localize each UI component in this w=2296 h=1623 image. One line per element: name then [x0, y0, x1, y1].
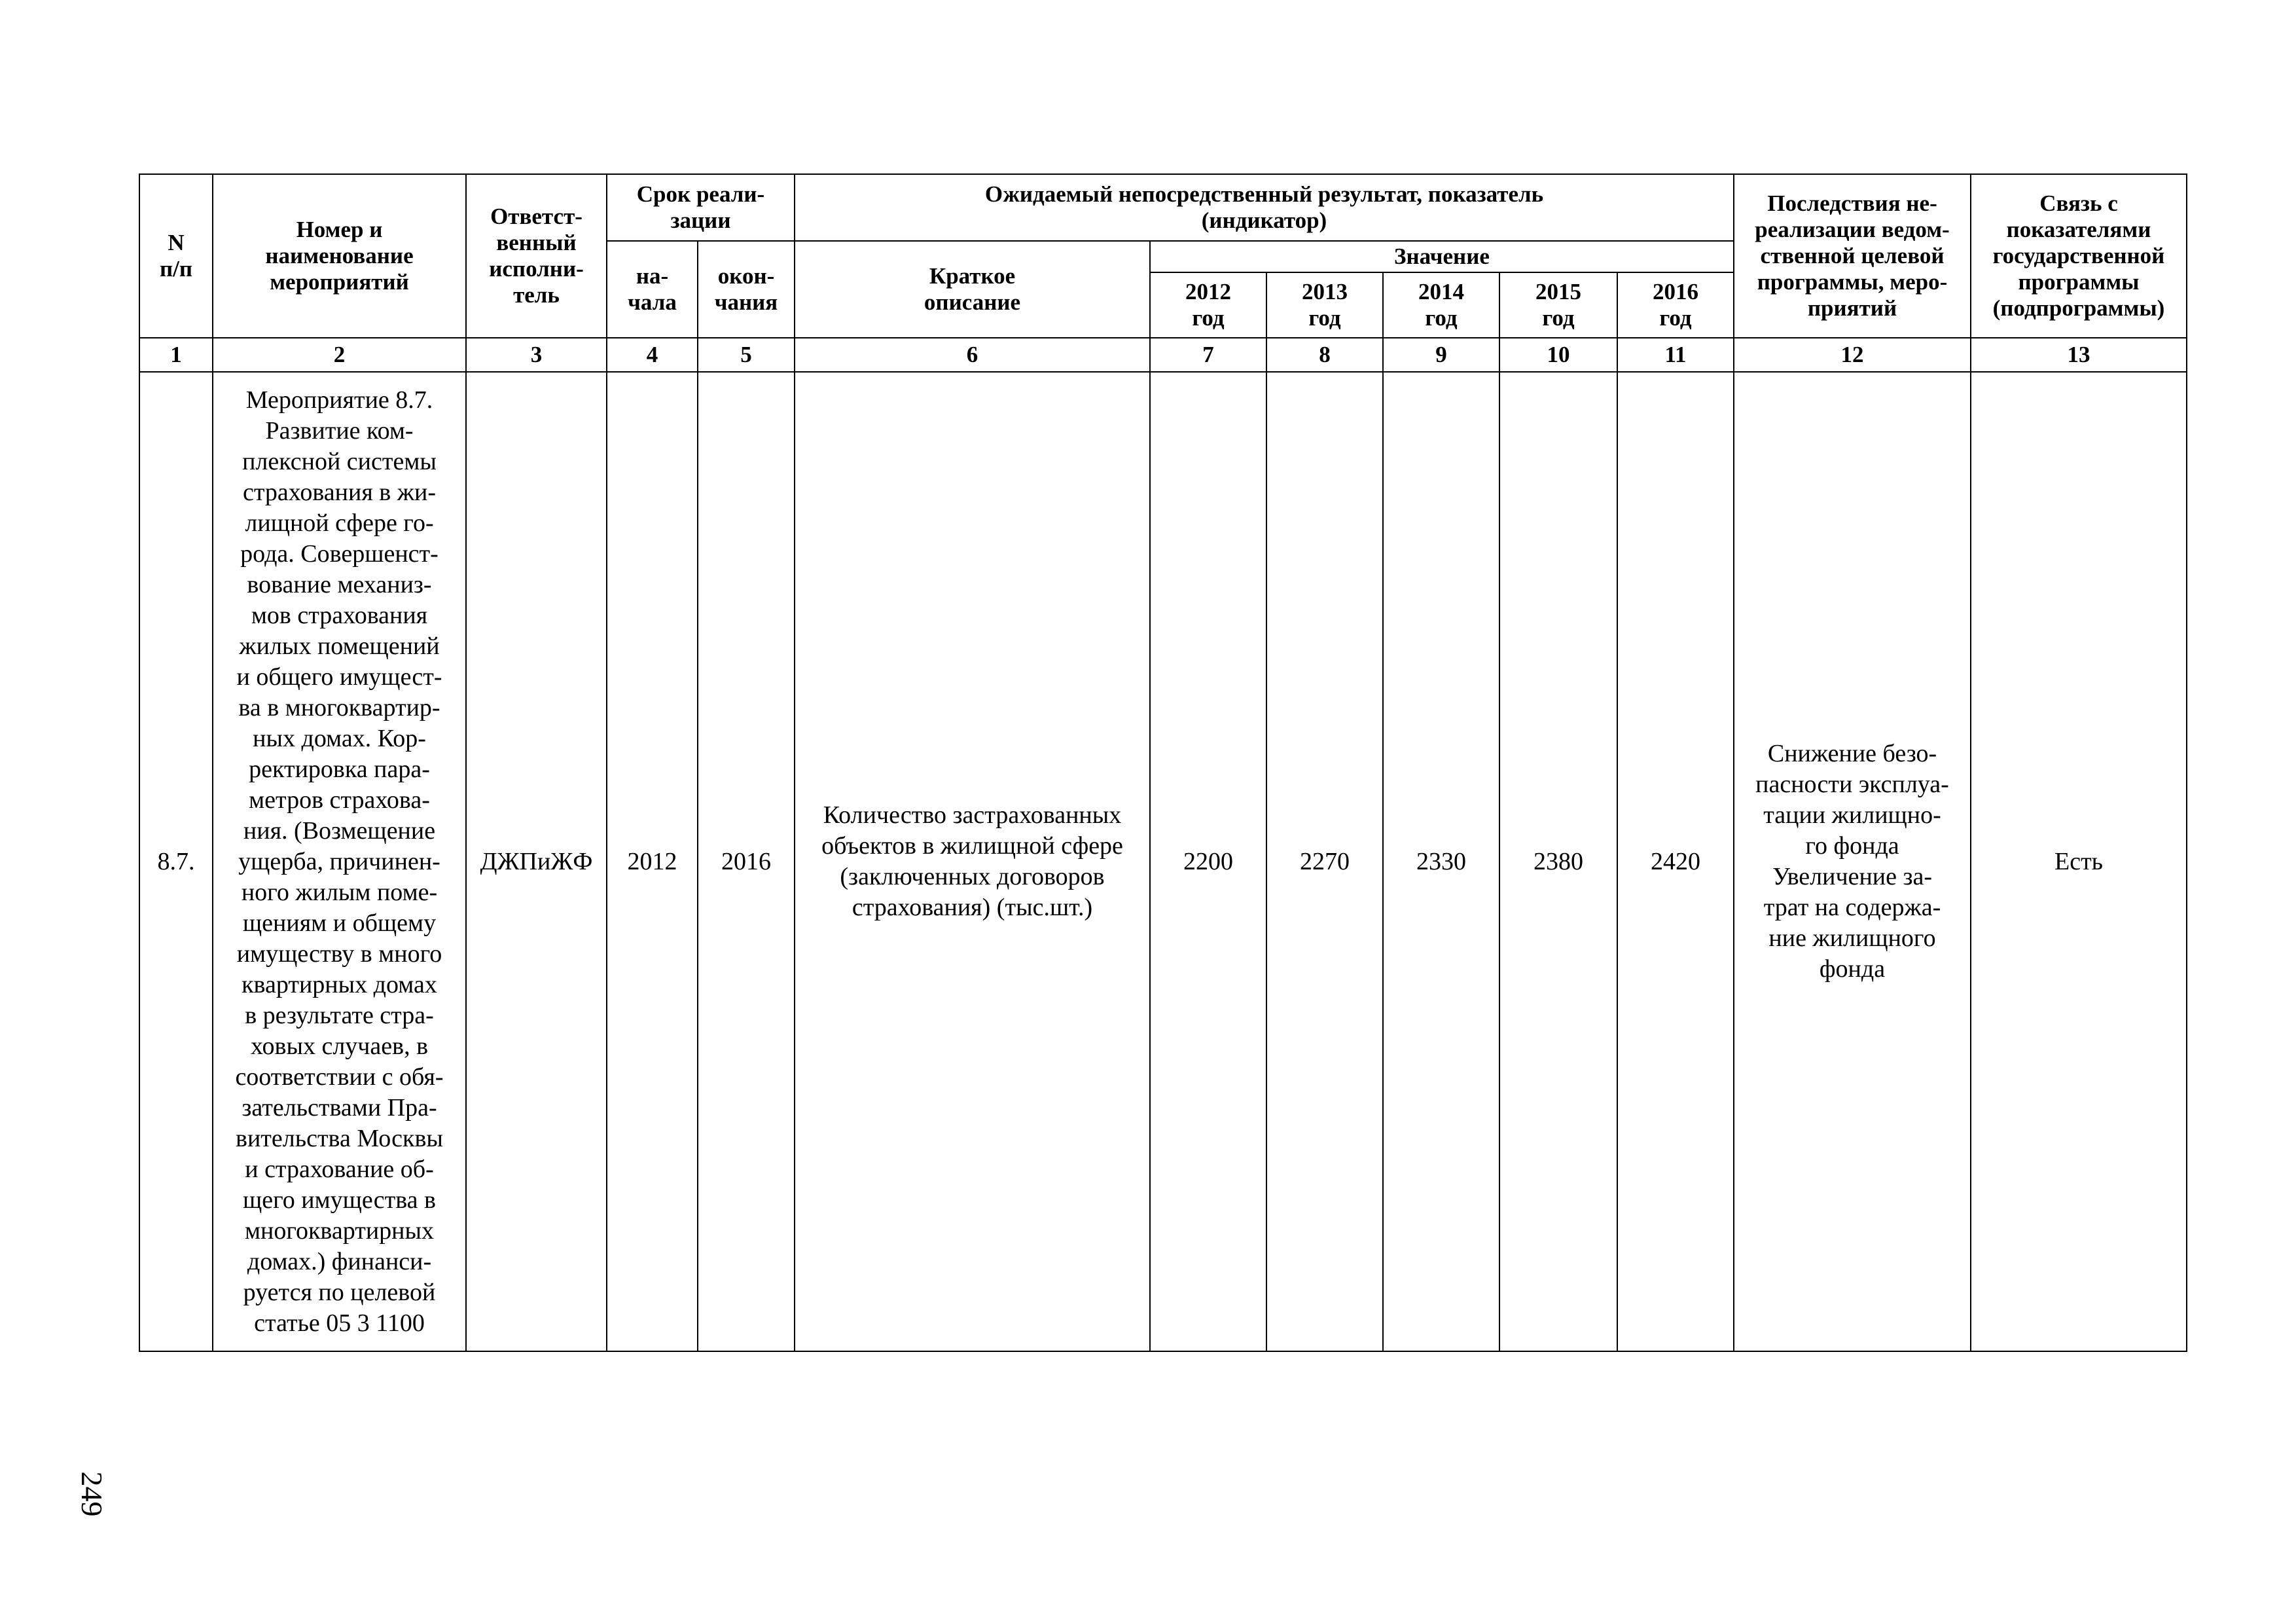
column-number: 13: [1971, 338, 2187, 372]
header-year-2015: 2015 год: [1499, 272, 1617, 338]
row-start-year: 2012: [607, 372, 698, 1351]
header-year-2012: 2012 год: [1150, 272, 1266, 338]
row-num: 8.7.: [139, 372, 213, 1351]
header-value: Значение: [1150, 241, 1734, 272]
header-result: Ожидаемый непосредственный результат, показатель (индикатор): [795, 174, 1734, 241]
row-value-2015: 2380: [1499, 372, 1617, 1351]
row-value-2012: 2200: [1150, 372, 1266, 1351]
header-consequences: Последствия не- реализации ведом- ственной целевой программы, меро- приятий: [1734, 174, 1971, 338]
column-number: 1: [139, 338, 213, 372]
header-year-2013: 2013 год: [1266, 272, 1383, 338]
header-row-1: [139, 174, 2187, 241]
measures-table: [139, 173, 2187, 1352]
row-end-year: 2016: [698, 372, 795, 1351]
header-period-end: окон- чания: [698, 241, 795, 338]
column-number: 10: [1499, 338, 1617, 372]
header-measure: Номер и наименование мероприятий: [213, 174, 466, 338]
row-value-2016: 2420: [1617, 372, 1734, 1351]
row-value-2013: 2270: [1266, 372, 1383, 1351]
row-consequences: Снижение безо- пасности эксплуа- тации жилищно- го фонда Увеличение за- трат на содержа- ние жилищного фонда: [1734, 372, 1971, 1351]
column-number: 11: [1617, 338, 1734, 372]
column-number: 6: [795, 338, 1150, 372]
header-executor: Ответст- венный исполни- тель: [466, 174, 607, 338]
header-num: N п/п: [139, 174, 213, 338]
header-year-2014: 2014 год: [1383, 272, 1499, 338]
page-number: 249: [75, 1471, 109, 1517]
table-row: [139, 372, 2187, 1351]
header-link: Связь с показателями государственной программы (подпрограммы): [1971, 174, 2187, 338]
column-number: 12: [1734, 338, 1971, 372]
row-value-2014: 2330: [1383, 372, 1499, 1351]
header-period-start: на- чала: [607, 241, 698, 338]
header-period: Срок реали- зации: [607, 174, 795, 241]
row-executor: ДЖПиЖФ: [466, 372, 607, 1351]
header-year-2016: 2016 год: [1617, 272, 1734, 338]
row-link: Есть: [1971, 372, 2187, 1351]
header-description: Краткое описание: [795, 241, 1150, 338]
column-number-row: [139, 338, 2187, 372]
column-number: 5: [698, 338, 795, 372]
column-number: 9: [1383, 338, 1499, 372]
column-number: 8: [1266, 338, 1383, 372]
column-number: 3: [466, 338, 607, 372]
row-description: Количество застрахованных объектов в жилищной сфере (заключенных договоров страхования) (тыс.шт.): [795, 372, 1150, 1351]
column-number: 7: [1150, 338, 1266, 372]
column-number: 4: [607, 338, 698, 372]
column-number: 2: [213, 338, 466, 372]
row-measure-name: Мероприятие 8.7. Развитие ком- плексной системы страхования в жи- лищной сфере го- рода. Совершенст- вование механиз- мов страхования жилых помещений и общего имущест- ва в многоквартир- ных домах. Кор- ректировка пара- метров страхова- ния. (Возмещение ущерба, причинен- ного жилым поме- щениям и общему имуществу в много квартирных домах в результате стра- ховых случаев, в соответствии с обя- зательствами Пра- вительства Москвы и страхование об- щего имущества в многоквартирных домах.) финанси- руется по целевой статье 05 3 1100: [213, 372, 466, 1351]
